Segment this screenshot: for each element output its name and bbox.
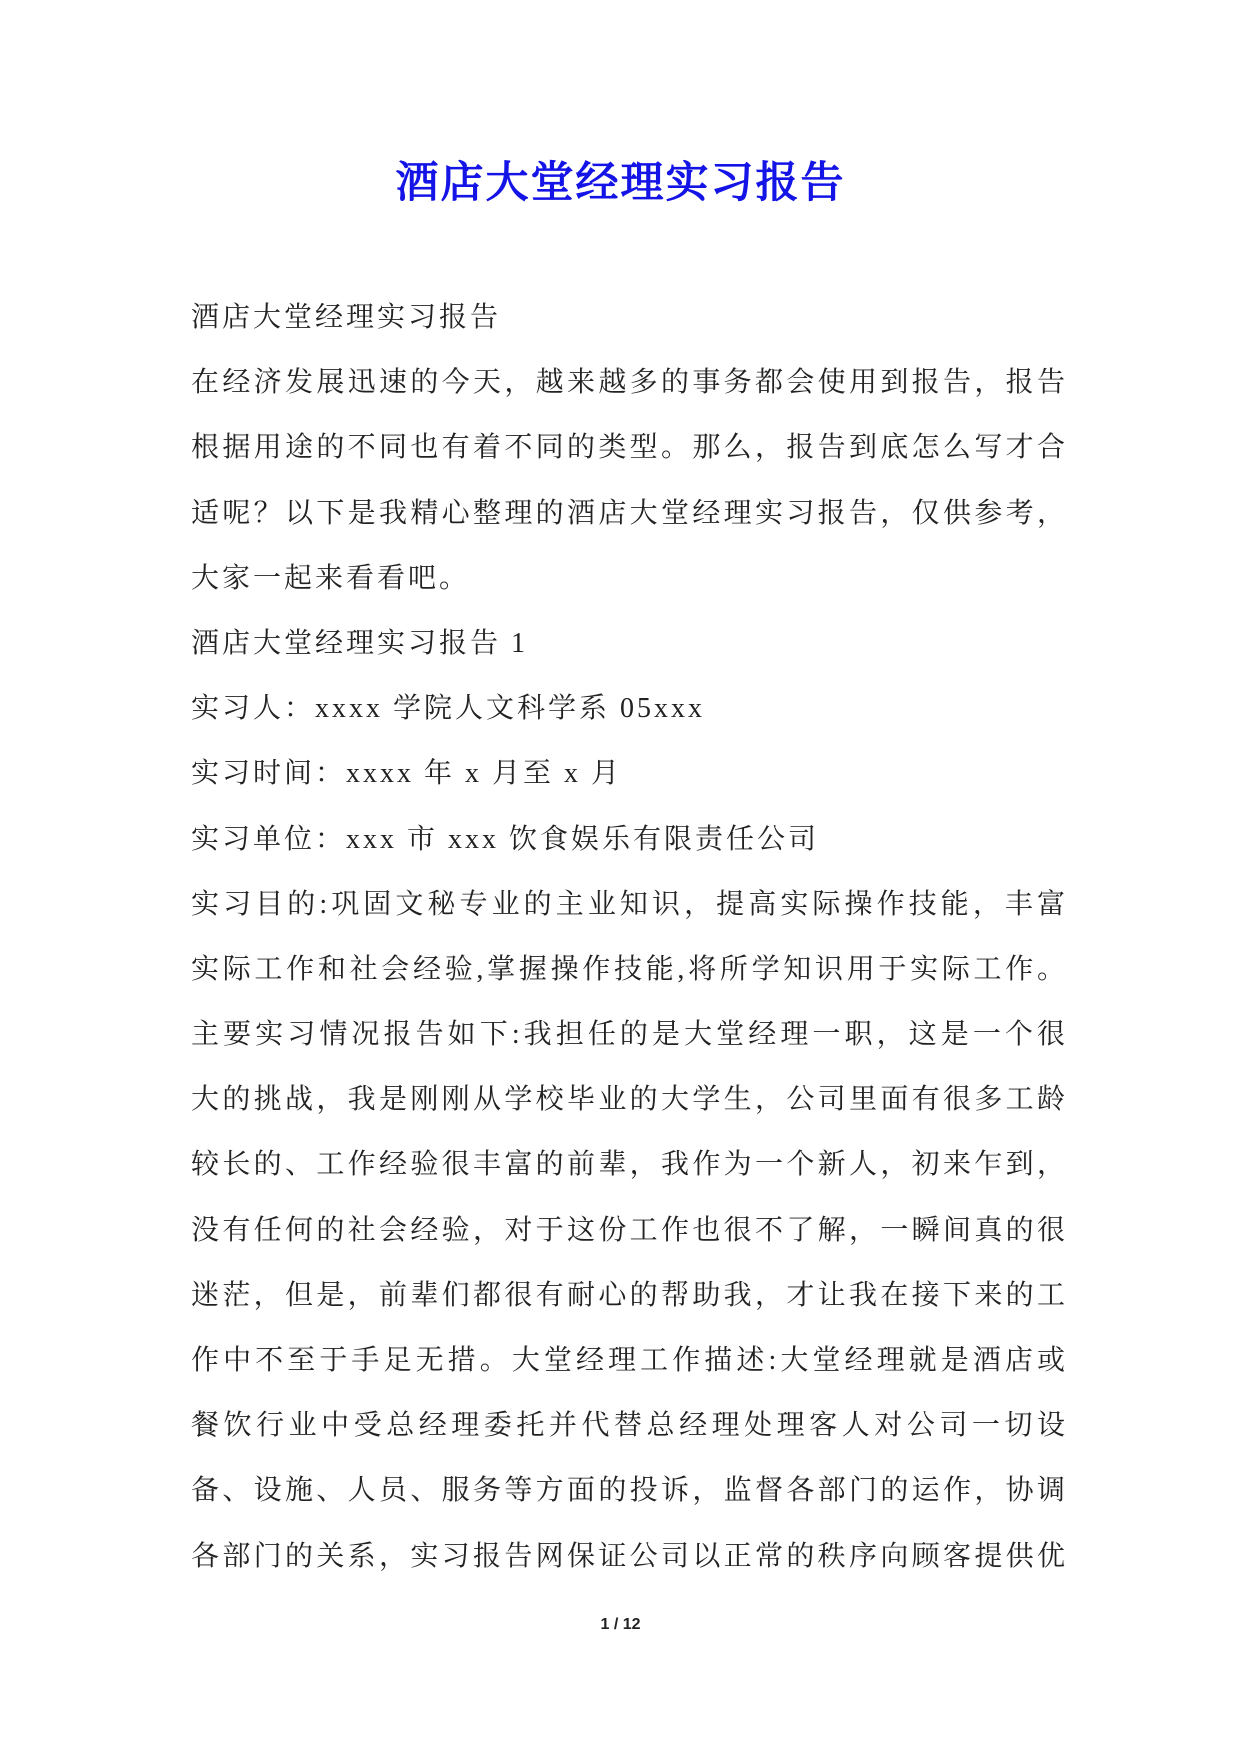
text-line: 实习人：xxxx 学院人文科学系 05xxx bbox=[191, 693, 706, 725]
text-line: 酒店大堂经理实习报告 1 bbox=[191, 627, 529, 659]
text-line: 主要实习情况报告如下:我担任的是大堂经理一职，这是一个很 bbox=[191, 1019, 1065, 1051]
paragraph-internship-purpose bbox=[191, 872, 1065, 1002]
text-line: 实习目的:巩固文秘专业的主业知识，提高实际操作技能，丰富 bbox=[191, 888, 1065, 920]
text-line: 实际工作和社会经验,掌握操作技能,将所学知识用于实际工作。 bbox=[191, 953, 1065, 985]
text-line: 大的挑战，我是刚刚从学校毕业的大学生，公司里面有很多工龄 bbox=[191, 1084, 1065, 1116]
text-line: 在经济发展迅速的今天，越来越多的事务都会使用到报告，报告 bbox=[191, 367, 1065, 399]
paragraph-internship-time bbox=[191, 741, 1065, 806]
text-line: 根据用途的不同也有着不同的类型。那么，报告到底怎么写才合 bbox=[191, 432, 1065, 464]
text-line: 酒店大堂经理实习报告 bbox=[191, 302, 502, 333]
text-line: 餐饮行业中受总经理委托并代替总经理处理客人对公司一切设 bbox=[191, 1410, 1065, 1442]
document-title: 酒店大堂经理实习报告 bbox=[395, 159, 846, 207]
paragraph-internship-report bbox=[191, 1002, 1065, 1589]
text-line: 实习单位：xxx 市 xxx 饮食娱乐有限责任公司 bbox=[191, 823, 820, 855]
document-body bbox=[191, 285, 1065, 1589]
text-line: 各部门的关系，实习报告网保证公司以正常的秩序向顾客提供优 bbox=[191, 1540, 1065, 1572]
text-line: 没有任何的社会经验，对于这份工作也很不了解，一瞬间真的很 bbox=[191, 1214, 1065, 1246]
text-line: 较长的、工作经验很丰富的前辈，我作为一个新人，初来乍到， bbox=[191, 1149, 1065, 1181]
text-line: 备、设施、人员、服务等方面的投诉，监督各部门的运作，协调 bbox=[191, 1475, 1065, 1507]
text-line: 适呢？以下是我精心整理的酒店大堂经理实习报告，仅供参考， bbox=[191, 497, 1065, 529]
paragraph-intro bbox=[191, 350, 1065, 611]
text-line: 作中不至于手足无措。大堂经理工作描述:大堂经理就是酒店或 bbox=[191, 1345, 1065, 1376]
paragraph-heading bbox=[191, 285, 1065, 350]
text-line: 实习时间：xxxx 年 x 月至 x 月 bbox=[191, 758, 623, 790]
paragraph-report-heading bbox=[191, 611, 1065, 676]
paragraph-intern bbox=[191, 676, 1065, 741]
page-number: 1 / 12 bbox=[600, 1616, 641, 1633]
text-line: 大家一起来看看吧。 bbox=[191, 562, 471, 594]
text-line: 迷茫，但是，前辈们都很有耐心的帮助我，才让我在接下来的工 bbox=[191, 1279, 1065, 1311]
paragraph-internship-unit bbox=[191, 807, 1065, 872]
